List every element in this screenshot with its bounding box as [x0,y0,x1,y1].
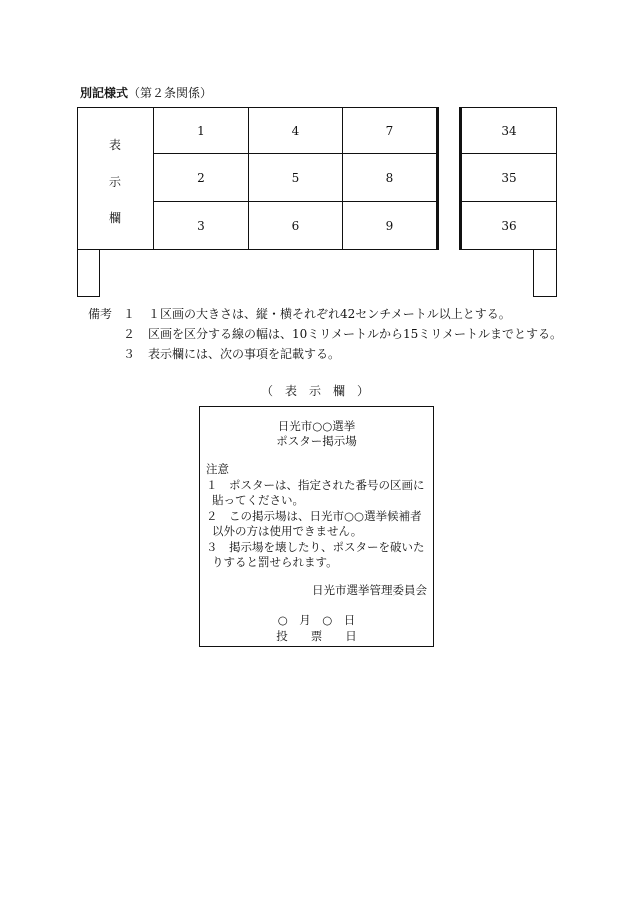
right-leg-bottom [533,296,557,297]
board-cell: 6 [291,218,300,233]
caution-item-line2: 貼ってください。 [212,493,304,507]
board-cell: 7 [385,123,394,138]
board-cell: 3 [197,218,205,233]
board-label-char: 示 [108,175,121,189]
board-cell: 8 [385,170,394,185]
voting-day-label: 投 票 日 [276,629,357,643]
board-cell: 36 [501,218,517,233]
remark-text: １区画の大きさは、縦・横それぞれ42センチメートル以上とする。 [148,307,511,321]
voting-date: ○ 月 ○ 日 [277,613,356,627]
right-leg-inner [533,249,534,297]
board-label-char: 欄 [108,211,121,225]
board-break-thick-left [436,107,439,250]
caution-heading: 注意 [206,462,229,476]
form-heading [80,84,212,101]
display-panel [199,406,434,647]
board-bottom-border-right [460,249,557,250]
board-cell: 1 [197,123,205,138]
form-article-ref: （第２条関係） [128,86,213,100]
caution-item-line2: りすると罰せられます。 [212,555,338,569]
board-cell: 5 [291,170,300,185]
display-subtitle: ポスター掲示場 [276,434,357,448]
board-cell: 34 [501,123,517,138]
board-cell: 2 [197,170,205,185]
remark-text: 表示欄には、次の事項を記載する。 [148,347,341,361]
authority-name: 日光市選挙管理委員会 [312,583,427,597]
display-caption: （ 表 示 欄 ） [260,384,369,398]
board-right-border [556,107,557,297]
board-cell: 4 [291,123,300,138]
board-bottom-border-left [77,249,438,250]
left-leg-inner [99,249,100,297]
caution-item-line1: ２ この掲示場は、日光市○○選挙候補者 [206,509,422,523]
caution-item-line1: ３ 掲示場を壊したり、ポスターを破いた [206,540,425,554]
remarks-label: 備考 [88,307,113,321]
board-label-char: 表 [108,138,121,152]
caution-item-line1: １ ポスターは、指定された番号の区画に [206,478,425,492]
remark-text: 区画を区分する線の幅は、10ミリメートルから15ミリメートルまでとする。 [148,327,563,341]
remark-number: ２ [123,327,136,341]
board-cell: 35 [501,170,517,185]
display-title: 日光市○○選挙 [277,419,356,433]
remark-number: １ [123,307,136,321]
form-title: 別記様式 [80,86,129,100]
caution-item-line2: 以外の方は使用できません。 [212,524,363,538]
left-leg-bottom [77,296,100,297]
board-cell: 9 [385,218,394,233]
remark-number: ３ [123,347,136,361]
